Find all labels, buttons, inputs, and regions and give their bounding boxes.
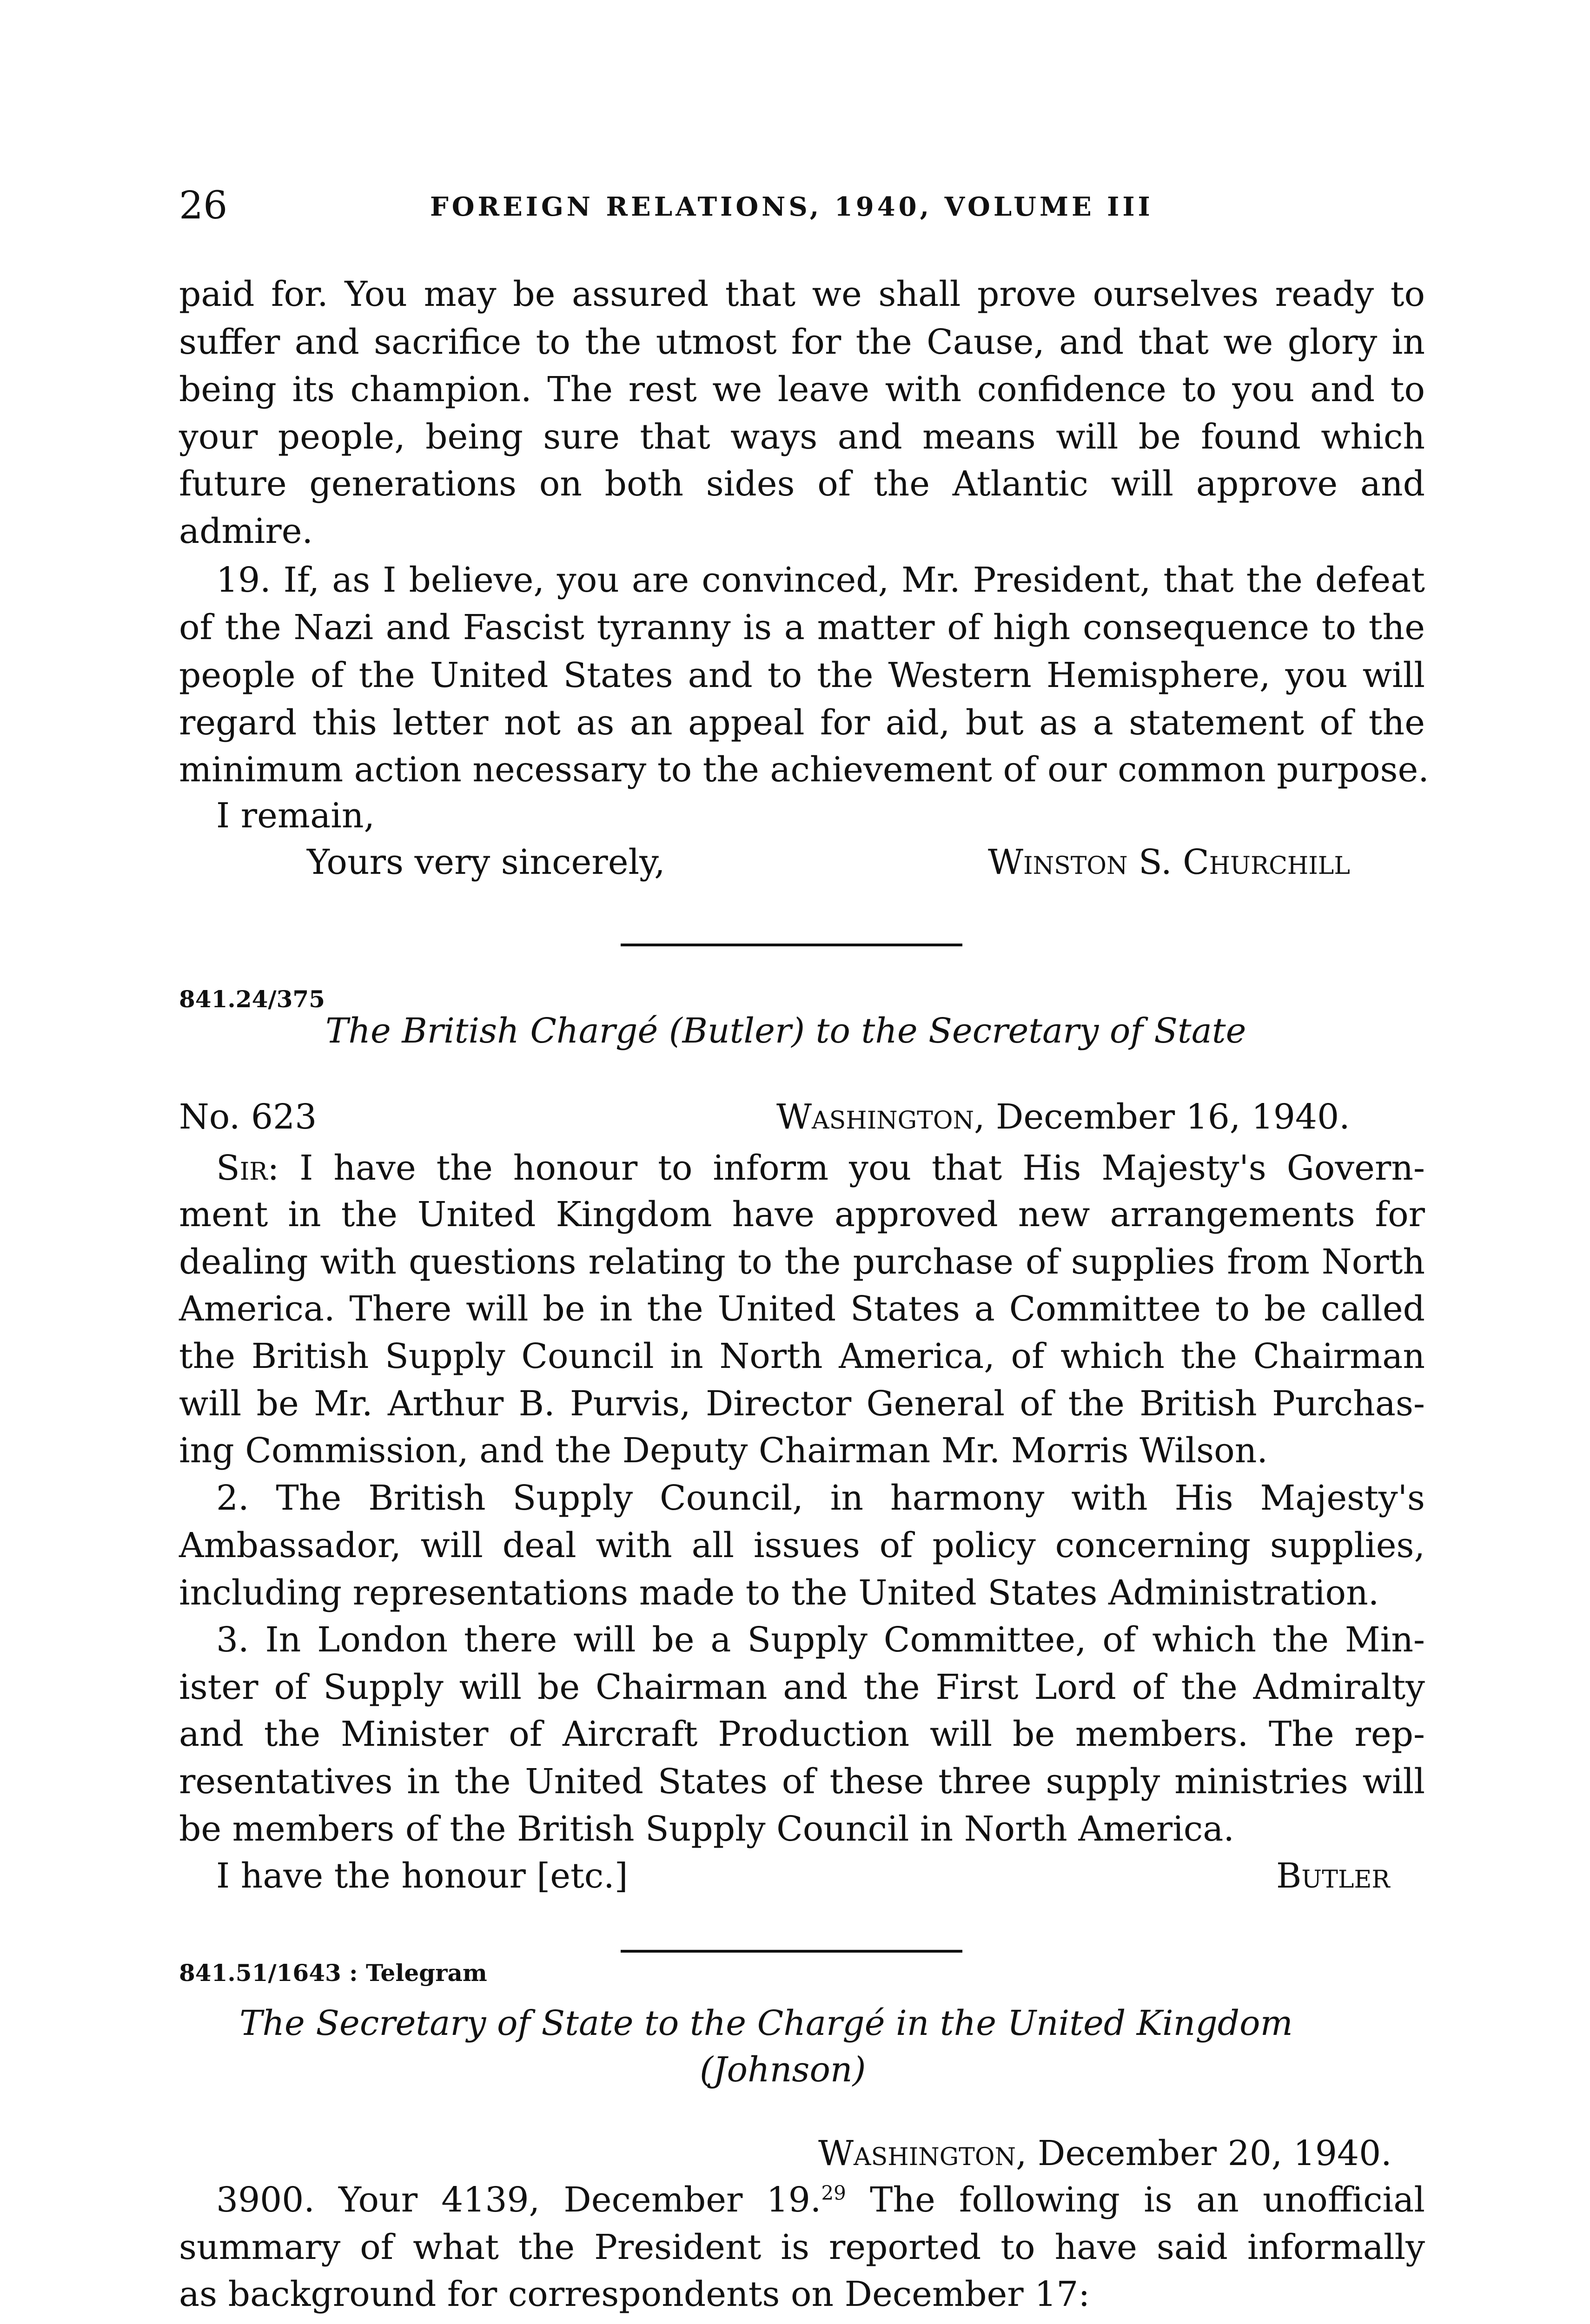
text-line: as background for correspondents on December 17: xyxy=(179,2274,1090,2314)
text-line: being its champion. The rest we leave with confidence to you and to xyxy=(179,370,1425,409)
dateline xyxy=(776,1097,1350,1137)
text-line xyxy=(216,1148,1425,1188)
text-line: dealing with questions relating to the purchase of supplies from North xyxy=(179,1242,1425,1282)
text-line xyxy=(216,2180,1425,2220)
text-line: be members of the British Supply Council in North America. xyxy=(179,1809,1234,1849)
dateline-date: , December 20, 1940. xyxy=(1015,2133,1392,2173)
closing: I remain, xyxy=(216,796,375,836)
dateline-date: , December 16, 1940. xyxy=(974,1097,1350,1137)
text-line: suffer and sacrifice to the utmost for the Cause, and that we glory in xyxy=(179,322,1425,362)
paragraph-text: : I have the honour to inform you that His Majesty's Govern- xyxy=(267,1148,1425,1188)
text-line: ing Commission, and the Deputy Chairman Mr. Morris Wilson. xyxy=(179,1431,1268,1471)
text-line: the British Supply Council in North America, of which the Chairman xyxy=(179,1336,1425,1376)
document-number: No. 623 xyxy=(179,1097,317,1137)
text-line: future generations on both sides of the Atlantic will approve and xyxy=(179,464,1425,504)
valediction: Yours very sincerely, xyxy=(307,842,665,882)
page-number: 26 xyxy=(179,184,228,228)
text-line: and the Minister of Aircraft Production will be members. The rep- xyxy=(179,1714,1425,1754)
text-line: 3. In London there will be a Supply Committee, of which the Min- xyxy=(216,1620,1425,1660)
text-line: summary of what the President is reported to have said informally xyxy=(179,2227,1425,2267)
dateline-place: Washington xyxy=(818,2133,1016,2173)
text-line: people of the United States and to the Western Hemisphere, you will xyxy=(179,655,1425,695)
paragraph-text: The following is an unofficial xyxy=(846,2180,1425,2220)
text-line: resentatives in the United States of these three supply ministries will xyxy=(179,1762,1425,1802)
text-line: Ambassador, will deal with all issues of policy concerning supplies, xyxy=(179,1525,1425,1565)
text-line: ister of Supply will be Chairman and the First Lord of the Admiralty xyxy=(179,1667,1425,1707)
text-line: 19. If, as I believe, you are convinced, Mr. President, that the defeat xyxy=(216,560,1425,600)
document-heading: The British Chargé (Butler) to the Secretary of State xyxy=(325,1011,1246,1051)
text-line: will be Mr. Arthur B. Purvis, Director General of the British Purchas- xyxy=(179,1384,1425,1424)
text-line: of the Nazi and Fascist tyranny is a matter of high consequence to the xyxy=(179,607,1425,647)
file-reference: 841.51/1643 : Telegram xyxy=(179,1959,487,1987)
text-line: America. There will be in the United States a Committee to be called xyxy=(179,1289,1425,1329)
document-heading: The Secretary of State to the Chargé in the United Kingdom xyxy=(239,2003,1293,2043)
section-divider xyxy=(621,944,962,946)
text-line: your people, being sure that ways and means will be found which xyxy=(179,417,1425,457)
signature: Butler xyxy=(1276,1856,1390,1896)
document-heading-recipient: (Johnson) xyxy=(700,2050,866,2090)
dateline-place: Washington xyxy=(776,1097,974,1137)
text-line: including representations made to the United States Administration. xyxy=(179,1573,1379,1613)
salutation: Sir xyxy=(216,1148,268,1188)
signature: Winston S. Churchill xyxy=(988,842,1350,882)
text-line: minimum action necessary to the achievement of our common purpose. xyxy=(179,750,1429,790)
text-line: paid for. You may be assured that we shall prove ourselves ready to xyxy=(179,274,1425,314)
text-line: admire. xyxy=(179,511,313,551)
text-line: regard this letter not as an appeal for aid, but as a statement of the xyxy=(179,703,1425,743)
text-line: 2. The British Supply Council, in harmony with His Majesty's xyxy=(216,1478,1425,1518)
dateline xyxy=(818,2133,1392,2173)
file-reference: 841.24/375 xyxy=(179,985,325,1013)
footnote-reference: 29 xyxy=(821,2181,846,2205)
running-title: FOREIGN RELATIONS, 1940, VOLUME III xyxy=(430,191,1153,222)
paragraph-text: 3900. Your 4139, December 19. xyxy=(216,2180,822,2220)
closing: I have the honour [etc.] xyxy=(216,1856,628,1896)
section-divider xyxy=(621,1950,962,1953)
text-line: ment in the United Kingdom have approved new arrangements for xyxy=(179,1195,1425,1235)
